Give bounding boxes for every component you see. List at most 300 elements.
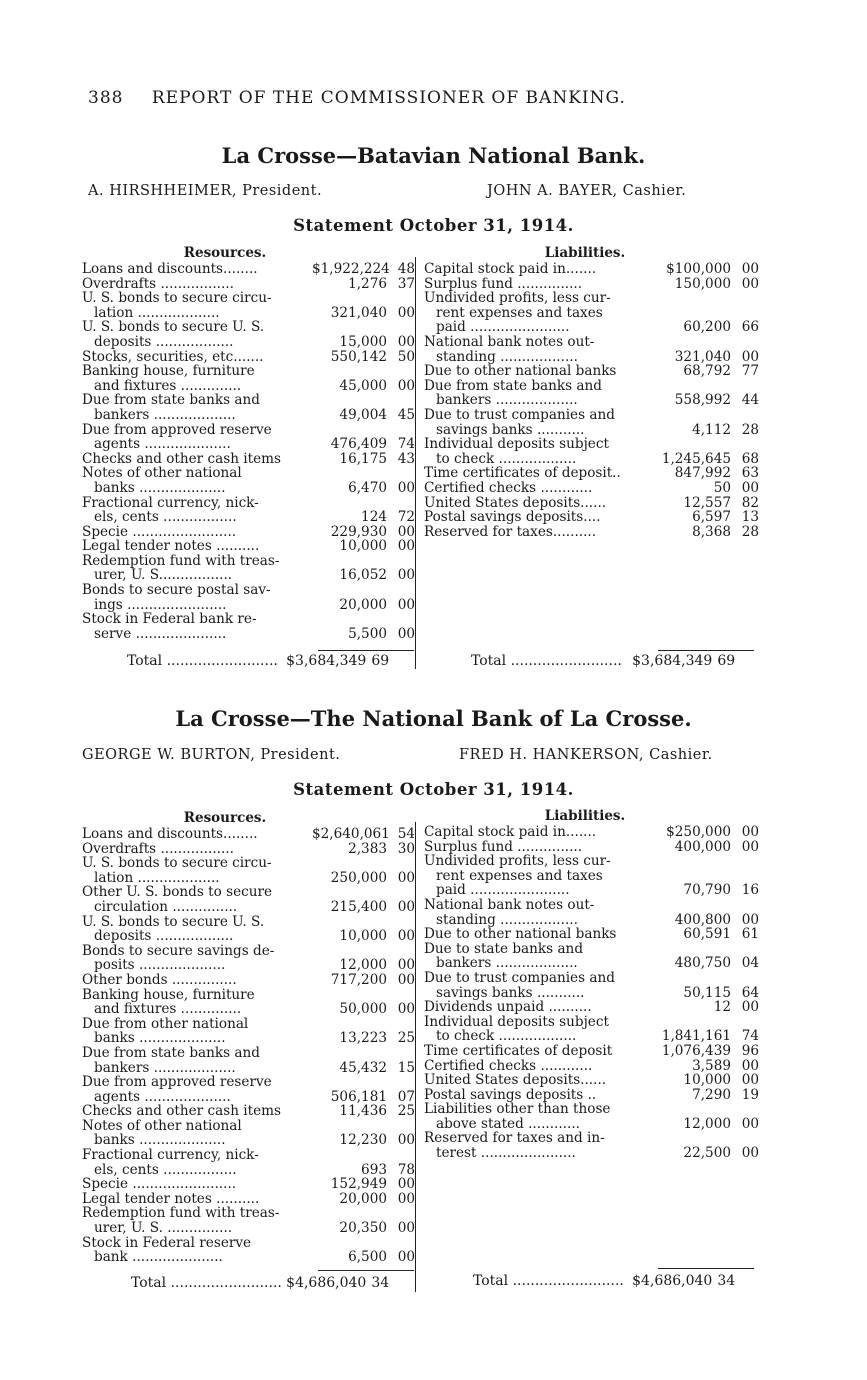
row-cents: 00 <box>397 1132 415 1149</box>
statement-row <box>82 1250 415 1265</box>
row-cents: 00 <box>397 625 415 642</box>
row-label: standing .................. <box>436 912 578 928</box>
row-cents: 25 <box>397 1103 415 1120</box>
row-label: Surplus fund ............... <box>424 276 583 292</box>
statement-row <box>424 840 759 855</box>
statement-row <box>424 466 759 481</box>
row-label: Notes of other national <box>82 1118 242 1134</box>
row-label: Loans and discounts........ <box>82 827 258 842</box>
row-cents: 00 <box>397 957 415 974</box>
row-cents: 00 <box>397 1249 415 1266</box>
row-cents: 74 <box>741 1028 759 1045</box>
row-label: Surplus fund ............... <box>424 839 583 855</box>
row-cents: 07 <box>397 1088 415 1105</box>
row-dollars: 16,175 <box>339 450 387 467</box>
statement-row <box>82 583 415 598</box>
row-label: bank ..................... <box>94 1250 223 1265</box>
row-cents: 68 <box>741 450 759 467</box>
resources-total: Total ......................... $3,684,349 69 <box>127 653 390 669</box>
row-label: Checks and other cash items <box>82 1104 281 1119</box>
row-label: standing .................. <box>436 349 578 365</box>
statement-row <box>82 1031 415 1046</box>
row-dollars: 60,200 <box>683 319 731 336</box>
liabilities-total: Total ......................... $3,684,349 69 <box>471 653 736 669</box>
row-label: deposits .................. <box>94 929 234 944</box>
row-label: Legal tender notes .......... <box>82 539 260 554</box>
statement-row <box>424 1146 759 1161</box>
row-cents: 44 <box>741 392 759 409</box>
row-cents: 04 <box>741 955 759 972</box>
row-label: Postal savings deposits.... <box>424 510 601 525</box>
statement-row <box>424 481 759 496</box>
row-dollars: 321,040 <box>674 348 731 365</box>
statement-row <box>424 942 759 957</box>
statement-row <box>82 437 415 452</box>
row-label: Loans and discounts........ <box>82 262 258 277</box>
statement-row <box>82 973 415 988</box>
row-dollars: 550,142 <box>330 348 387 365</box>
liabilities-total: Total ......................... $4,686,040 34 <box>473 1273 736 1289</box>
statement-row <box>82 1133 415 1148</box>
row-label: above stated ............ <box>436 1116 580 1132</box>
row-label: Certified checks ............ <box>424 1058 593 1074</box>
row-dollars: 45,000 <box>339 377 387 394</box>
row-label: and fixtures .............. <box>94 378 242 394</box>
liabilities-sum-rule <box>658 650 754 651</box>
row-label: Overdrafts ................. <box>82 841 234 857</box>
row-dollars: 229,930 <box>330 523 387 540</box>
row-cents: 19 <box>741 1086 759 1103</box>
statement-row <box>424 1131 759 1146</box>
row-label: National bank notes out- <box>424 897 595 913</box>
row-cents: 28 <box>741 523 759 540</box>
row-dollars: 60,591 <box>683 926 731 943</box>
row-dollars: 476,409 <box>330 436 387 453</box>
row-label: Time certificates of deposit.. <box>424 466 621 481</box>
running-head <box>88 88 688 108</box>
row-label: Due from approved reserve <box>82 1075 272 1090</box>
statement-row <box>424 423 759 438</box>
row-dollars: 321,040 <box>330 304 387 321</box>
liabilities-heading: Liabilities. <box>544 808 626 824</box>
row-dollars: 50 <box>713 479 731 496</box>
row-label: Reserved for taxes.......... <box>424 524 597 540</box>
row-dollars: 124 <box>361 509 387 526</box>
row-label: serve ..................... <box>94 626 227 642</box>
row-cents: 45 <box>397 406 415 423</box>
row-label: Due from approved reserve <box>82 422 272 438</box>
total-dollars: $3,684,349 <box>632 653 713 669</box>
statement-row <box>424 927 759 942</box>
row-label: Overdrafts ................. <box>82 276 234 292</box>
row-label: U. S. bonds to secure circu- <box>82 856 272 871</box>
column-divider <box>415 822 416 1292</box>
row-cents: 00 <box>741 348 759 365</box>
row-dollars: 3,589 <box>692 1057 731 1074</box>
row-cents: 00 <box>741 999 759 1016</box>
row-dollars: 50,000 <box>339 1001 387 1018</box>
statement-row <box>82 827 415 842</box>
total-cents: 34 <box>371 1275 390 1291</box>
statement-row <box>82 423 415 438</box>
resources-sum-rule <box>318 1270 414 1271</box>
row-label: Due from state banks and <box>82 393 260 408</box>
statement-row <box>82 627 415 642</box>
statement-row <box>82 393 415 408</box>
statement-row <box>82 452 415 467</box>
row-cents: 54 <box>397 826 415 842</box>
row-cents: 63 <box>741 465 759 482</box>
row-cents: 00 <box>741 1072 759 1089</box>
statement-row <box>82 1148 415 1163</box>
statement-row <box>82 1192 415 1207</box>
liabilities-table <box>424 262 759 539</box>
row-dollars: 10,000 <box>339 928 387 945</box>
row-cents: 00 <box>397 1176 415 1193</box>
row-dollars: 7,290 <box>692 1086 731 1103</box>
statement-row <box>82 466 415 481</box>
row-dollars: 2,383 <box>348 840 387 857</box>
row-dollars: 49,004 <box>339 406 387 423</box>
report-title: REPORT OF THE COMMISSIONER OF BANKING. <box>151 88 626 108</box>
statement-row <box>82 379 415 394</box>
liabilities-table <box>424 825 759 1161</box>
statement-row <box>82 554 415 569</box>
row-cents: 28 <box>741 421 759 438</box>
row-label: urer, U. S................. <box>94 568 233 584</box>
row-label: Redemption fund with treas- <box>82 1206 280 1222</box>
row-dollars: 10,000 <box>339 538 387 555</box>
row-dollars: 16,052 <box>339 567 387 584</box>
row-cents: 00 <box>741 1057 759 1074</box>
statement-row <box>82 408 415 423</box>
row-cents: 00 <box>397 523 415 540</box>
total-dollars: $4,686,040 <box>632 1273 713 1289</box>
row-dollars: 20,000 <box>339 1190 387 1207</box>
resources-heading: Resources. <box>183 810 267 826</box>
row-label: circulation ............... <box>94 899 238 915</box>
row-cents: 00 <box>397 567 415 584</box>
row-label: Fractional currency, nick- <box>82 495 259 511</box>
row-label: U. S. bonds to secure U. S. <box>82 914 265 930</box>
row-dollars: 45,432 <box>339 1059 387 1076</box>
statement-row <box>424 291 759 306</box>
row-label: bankers ................... <box>436 956 578 971</box>
row-label: agents .................... <box>94 437 231 452</box>
statement-row <box>424 393 759 408</box>
statement-row <box>82 335 415 350</box>
row-cents: 00 <box>741 479 759 496</box>
row-dollars: $1,922,224 <box>312 261 390 277</box>
row-dollars: 10,000 <box>683 1072 731 1089</box>
row-label: Capital stock paid in....... <box>424 825 597 840</box>
statement-row <box>424 956 759 971</box>
total-label: Total <box>473 1273 509 1289</box>
row-label: Specie ........................ <box>82 524 237 540</box>
row-cents: 00 <box>741 275 759 292</box>
row-label: Notes of other national <box>82 466 242 481</box>
statement-row <box>82 1221 415 1236</box>
row-cents: 72 <box>397 509 415 526</box>
row-label: Redemption fund with treas- <box>82 553 280 569</box>
row-cents: 00 <box>741 824 759 840</box>
row-label: Checks and other cash items <box>82 451 281 467</box>
statement-row <box>82 320 415 335</box>
row-label: banks .................... <box>94 480 226 496</box>
row-label: Due to trust companies and <box>424 970 615 986</box>
statement-row <box>424 825 759 840</box>
cashier-name: JOHN A. BAYER, Cashier. <box>487 183 687 199</box>
row-cents: 66 <box>741 319 759 336</box>
statement-row <box>82 291 415 306</box>
row-label: rent expenses and taxes <box>436 868 603 884</box>
statement-row <box>82 871 415 886</box>
row-label: bankers ................... <box>94 1060 236 1076</box>
row-label: els, cents ................. <box>94 1162 237 1178</box>
statement-row <box>82 496 415 511</box>
row-label: bankers ................... <box>436 393 578 408</box>
row-label: to check .................. <box>436 451 577 467</box>
row-label: els, cents ................. <box>94 510 237 525</box>
row-label: Other bonds ............... <box>82 972 237 988</box>
row-label: posits .................... <box>94 958 226 973</box>
statement-row <box>424 854 759 869</box>
statement-row <box>424 364 759 379</box>
statement-row <box>82 1104 415 1119</box>
president-name: GEORGE W. BURTON, President. <box>82 747 341 763</box>
row-dollars: 250,000 <box>330 869 387 886</box>
row-cents: 82 <box>741 494 759 511</box>
row-cents: 00 <box>741 838 759 855</box>
row-cents: 00 <box>397 304 415 321</box>
row-label: banks .................... <box>94 1133 226 1149</box>
row-cents: 00 <box>397 333 415 350</box>
row-label: urer, U. S. ............... <box>94 1221 233 1236</box>
row-cents: 48 <box>397 261 415 277</box>
row-dollars: 1,245,645 <box>661 450 731 467</box>
row-cents: 00 <box>397 928 415 945</box>
row-dollars: 12,557 <box>683 494 731 511</box>
row-label: United States deposits...... <box>424 495 607 511</box>
row-label: Due to state banks and <box>424 941 584 957</box>
row-label: Due to trust companies and <box>424 407 615 423</box>
statement-row <box>82 1046 415 1061</box>
row-dollars: 558,992 <box>674 392 731 409</box>
statement-row <box>82 364 415 379</box>
statement-row <box>82 929 415 944</box>
row-dollars: 6,470 <box>348 479 387 496</box>
row-label: Banking house, furniture <box>82 364 255 379</box>
column-divider <box>415 257 416 669</box>
row-dollars: 1,276 <box>348 275 387 292</box>
statement-row <box>424 1073 759 1088</box>
total-label: Total <box>127 653 163 669</box>
row-label: Due from state banks and <box>82 1045 260 1061</box>
statement-row <box>424 379 759 394</box>
row-cents: 00 <box>741 1145 759 1162</box>
row-dollars: 12,000 <box>339 957 387 974</box>
bank-title: La Crosse—Batavian National Bank. <box>221 143 646 168</box>
row-dollars: 12,230 <box>339 1132 387 1149</box>
row-label: Fractional currency, nick- <box>82 1148 259 1163</box>
statement-row <box>424 306 759 321</box>
row-cents: 30 <box>397 840 415 857</box>
resources-total: Total ......................... $4,686,040 34 <box>131 1275 390 1291</box>
statement-row <box>424 869 759 884</box>
statement-row <box>424 408 759 423</box>
row-label: U. S. bonds to secure U. S. <box>82 320 265 335</box>
statement-row <box>82 842 415 857</box>
row-label: Due to other national banks <box>424 364 617 379</box>
row-label: Undivided profits, less cur- <box>424 854 611 869</box>
row-cents: 00 <box>741 911 759 928</box>
row-cents: 25 <box>397 1030 415 1047</box>
statement-row <box>82 598 415 613</box>
row-dollars: 400,000 <box>674 838 731 855</box>
row-cents: 00 <box>397 1001 415 1018</box>
row-label: Individual deposits subject <box>424 437 609 452</box>
statement-row <box>82 1017 415 1032</box>
row-label: Due to other national banks <box>424 927 617 942</box>
statement-row <box>424 525 759 540</box>
row-dollars: 400,800 <box>674 911 731 928</box>
cashier-name: FRED H. HANKERSON, Cashier. <box>459 747 713 763</box>
row-label: Stocks, securities, etc....... <box>82 349 264 365</box>
row-dollars: 506,181 <box>330 1088 387 1105</box>
row-dollars: 480,750 <box>674 955 731 972</box>
statement-row <box>424 1117 759 1132</box>
statement-row <box>424 277 759 292</box>
statement-row <box>82 510 415 525</box>
row-cents: 64 <box>741 984 759 1001</box>
row-label: Reserved for taxes and in- <box>424 1131 605 1147</box>
row-dollars: 5,500 <box>348 625 387 642</box>
statement-row <box>82 612 415 627</box>
row-label: paid ....................... <box>436 883 570 898</box>
row-dollars: 12,000 <box>683 1115 731 1132</box>
row-cents: 00 <box>397 479 415 496</box>
total-dollars: $4,686,040 <box>286 1275 367 1291</box>
row-cents: 13 <box>741 509 759 526</box>
liabilities-heading: Liabilities. <box>544 245 626 261</box>
row-dollars: 13,223 <box>339 1030 387 1047</box>
row-cents: 00 <box>397 538 415 555</box>
row-label: agents .................... <box>94 1089 231 1105</box>
row-label: savings banks ........... <box>436 422 585 438</box>
row-cents: 00 <box>397 1190 415 1207</box>
row-dollars: 152,949 <box>330 1176 387 1193</box>
row-label: Capital stock paid in....... <box>424 262 597 277</box>
total-dollars: $3,684,349 <box>286 653 367 669</box>
statement-row <box>424 1102 759 1117</box>
row-dollars: $100,000 <box>666 261 731 277</box>
statement-row <box>82 539 415 554</box>
row-label: U. S. bonds to secure circu- <box>82 291 272 306</box>
statement-row <box>424 883 759 898</box>
statement-row <box>82 915 415 930</box>
total-label: Total <box>471 653 507 669</box>
statement-row <box>82 856 415 871</box>
row-dollars: 717,200 <box>330 971 387 988</box>
statement-row <box>82 958 415 973</box>
row-dollars: 693 <box>361 1161 387 1178</box>
row-cents: 37 <box>397 275 415 292</box>
page-number: 388 <box>88 88 124 108</box>
row-cents: 77 <box>741 363 759 380</box>
statement-row <box>82 1236 415 1251</box>
resources-heading: Resources. <box>183 245 267 261</box>
row-cents: 00 <box>397 869 415 886</box>
statement-row <box>424 1029 759 1044</box>
statement-row <box>82 262 415 277</box>
row-dollars: 22,500 <box>683 1145 731 1162</box>
row-label: ings ....................... <box>94 597 227 613</box>
row-label: savings banks ........... <box>436 985 585 1001</box>
statement-date: Statement October 31, 1914. <box>293 780 574 799</box>
row-dollars: 20,350 <box>339 1220 387 1237</box>
row-label: Certified checks ............ <box>424 480 593 496</box>
row-label: deposits .................. <box>94 334 234 350</box>
statement-row <box>82 350 415 365</box>
row-cents: 00 <box>397 898 415 915</box>
row-dollars: 11,436 <box>339 1103 387 1120</box>
row-label: Due from state banks and <box>424 378 602 394</box>
row-cents: 96 <box>741 1042 759 1059</box>
row-label: Individual deposits subject <box>424 1014 609 1030</box>
row-dollars: 70,790 <box>683 882 731 899</box>
row-label: bankers ................... <box>94 407 236 423</box>
total-cents: 34 <box>717 1273 736 1289</box>
row-cents: 61 <box>741 926 759 943</box>
statement-row <box>424 262 759 277</box>
statement-row <box>424 986 759 1001</box>
row-dollars: 15,000 <box>339 333 387 350</box>
row-label: Liabilities other than those <box>424 1102 611 1117</box>
statement-row <box>82 1002 415 1017</box>
liabilities-sum-rule <box>658 1268 754 1269</box>
statement-row <box>82 481 415 496</box>
statement-row <box>424 335 759 350</box>
row-cents: 74 <box>397 436 415 453</box>
statement-row <box>82 525 415 540</box>
statement-row <box>82 1206 415 1221</box>
row-dollars: $250,000 <box>666 824 731 840</box>
statement-row <box>82 277 415 292</box>
row-label: Due from other national <box>82 1016 249 1032</box>
row-dollars: $2,640,061 <box>312 826 390 842</box>
row-dollars: 4,112 <box>692 421 731 438</box>
row-cents: 00 <box>741 261 759 277</box>
total-cents: 69 <box>717 653 736 669</box>
row-cents: 43 <box>397 450 415 467</box>
statement-row <box>424 898 759 913</box>
row-dollars: 6,500 <box>348 1249 387 1266</box>
statement-row <box>424 1059 759 1074</box>
statement-row <box>82 988 415 1003</box>
row-cents: 78 <box>397 1161 415 1178</box>
statement-row <box>424 510 759 525</box>
statement-row <box>424 437 759 452</box>
resources-table <box>82 827 415 1265</box>
resources-sum-rule <box>318 650 414 651</box>
row-label: National bank notes out- <box>424 334 595 350</box>
row-cents: 00 <box>397 377 415 394</box>
row-cents: 15 <box>397 1059 415 1076</box>
statement-row <box>424 452 759 467</box>
row-cents: 00 <box>397 971 415 988</box>
row-label: United States deposits...... <box>424 1073 607 1088</box>
row-dollars: 1,841,161 <box>661 1028 731 1045</box>
